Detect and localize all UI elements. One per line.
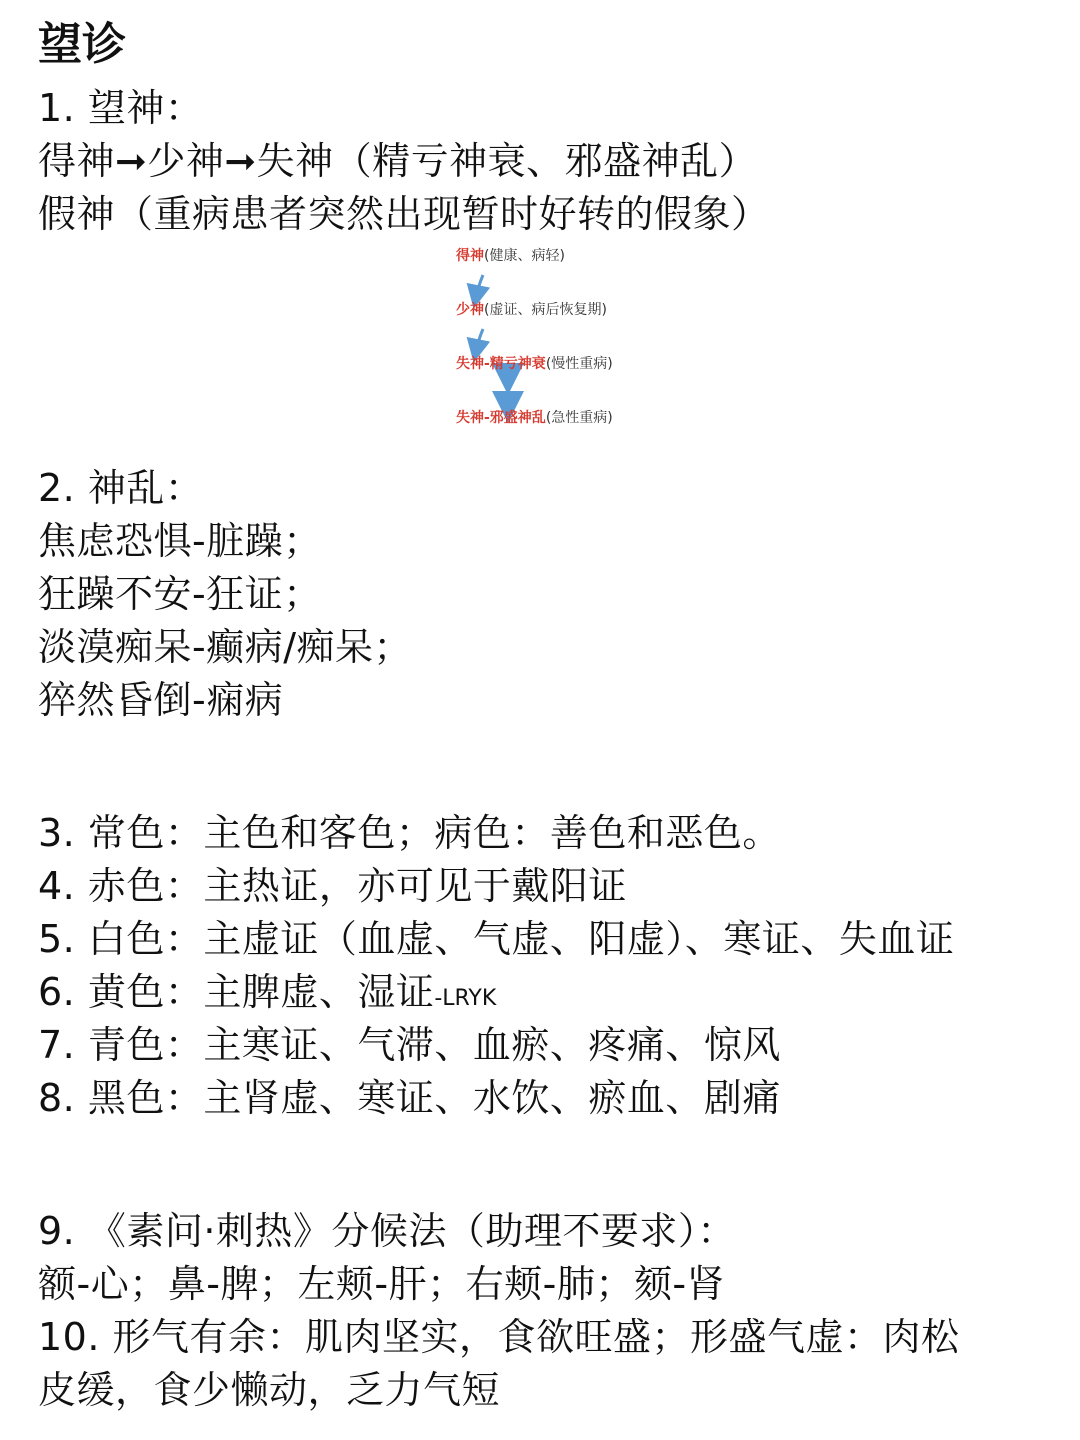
list-item: 10. 形气有余：肌肉坚实，食欲旺盛；形盛气虚：肉松 <box>38 1315 960 1359</box>
list-item: 7. 青色：主寒证、气滞、血瘀、疼痛、惊风 <box>38 1023 781 1067</box>
list-item: 3. 常色：主色和客色；病色：善色和恶色。 <box>38 811 781 855</box>
spacer <box>38 1125 1058 1205</box>
list-item: 焦虑恐惧-脏躁； <box>38 519 322 563</box>
list-item: 额-心；鼻-脾；左颊-肝；右颊-肺；颏-肾 <box>38 1262 726 1306</box>
list-item: 9. 《素问·刺热》分候法（助理不要求）： <box>38 1209 736 1253</box>
list-item: 4. 赤色：主热证，亦可见于戴阳证 <box>38 864 627 908</box>
arrow-down-1 <box>476 275 483 297</box>
section-2-heading: 2. 神乱： <box>38 466 204 510</box>
spirit-progression-line: 得神➞少神➞失神（精亏神衰、邪盛神乱） <box>38 139 758 183</box>
list-item: 5. 白色：主虚证（血虚、气虚、阳虚）、寒证、失血证 <box>38 917 955 961</box>
section-1-heading: 1. 望神： <box>38 86 204 130</box>
spirit-diagram <box>38 247 1058 462</box>
spacer <box>38 727 1058 807</box>
document-page <box>38 18 1058 1417</box>
false-spirit-line: 假神（重病患者突然出现暂时好转的假象） <box>38 192 770 236</box>
watermark-suffix: -LRYK <box>434 986 497 1011</box>
list-item: 皮缓，食少懒动，乏力气短 <box>38 1368 501 1412</box>
diagram-row-2: 少神(虚证、病后恢复期) <box>456 302 607 318</box>
list-item: 狂躁不安-狂证； <box>38 572 322 616</box>
list-item: 8. 黑色：主肾虚、寒证、水饮、瘀血、剧痛 <box>38 1076 781 1120</box>
diagram-row-4: 失神-邪盛神乱(急性重病) <box>456 410 613 426</box>
diagram-row-3: 失神-精亏神衰(慢性重病) <box>456 356 613 372</box>
list-item: 猝然昏倒-痫病 <box>38 678 284 722</box>
list-item: 6. 黄色：主脾虚、湿证-LRYK <box>38 970 497 1014</box>
arrow-down-2 <box>476 329 483 351</box>
page-title: 望诊 <box>38 19 126 70</box>
diagram-row-1: 得神(健康、病轻) <box>456 248 565 264</box>
list-item: 淡漠痴呆-癫病/痴呆； <box>38 625 413 669</box>
